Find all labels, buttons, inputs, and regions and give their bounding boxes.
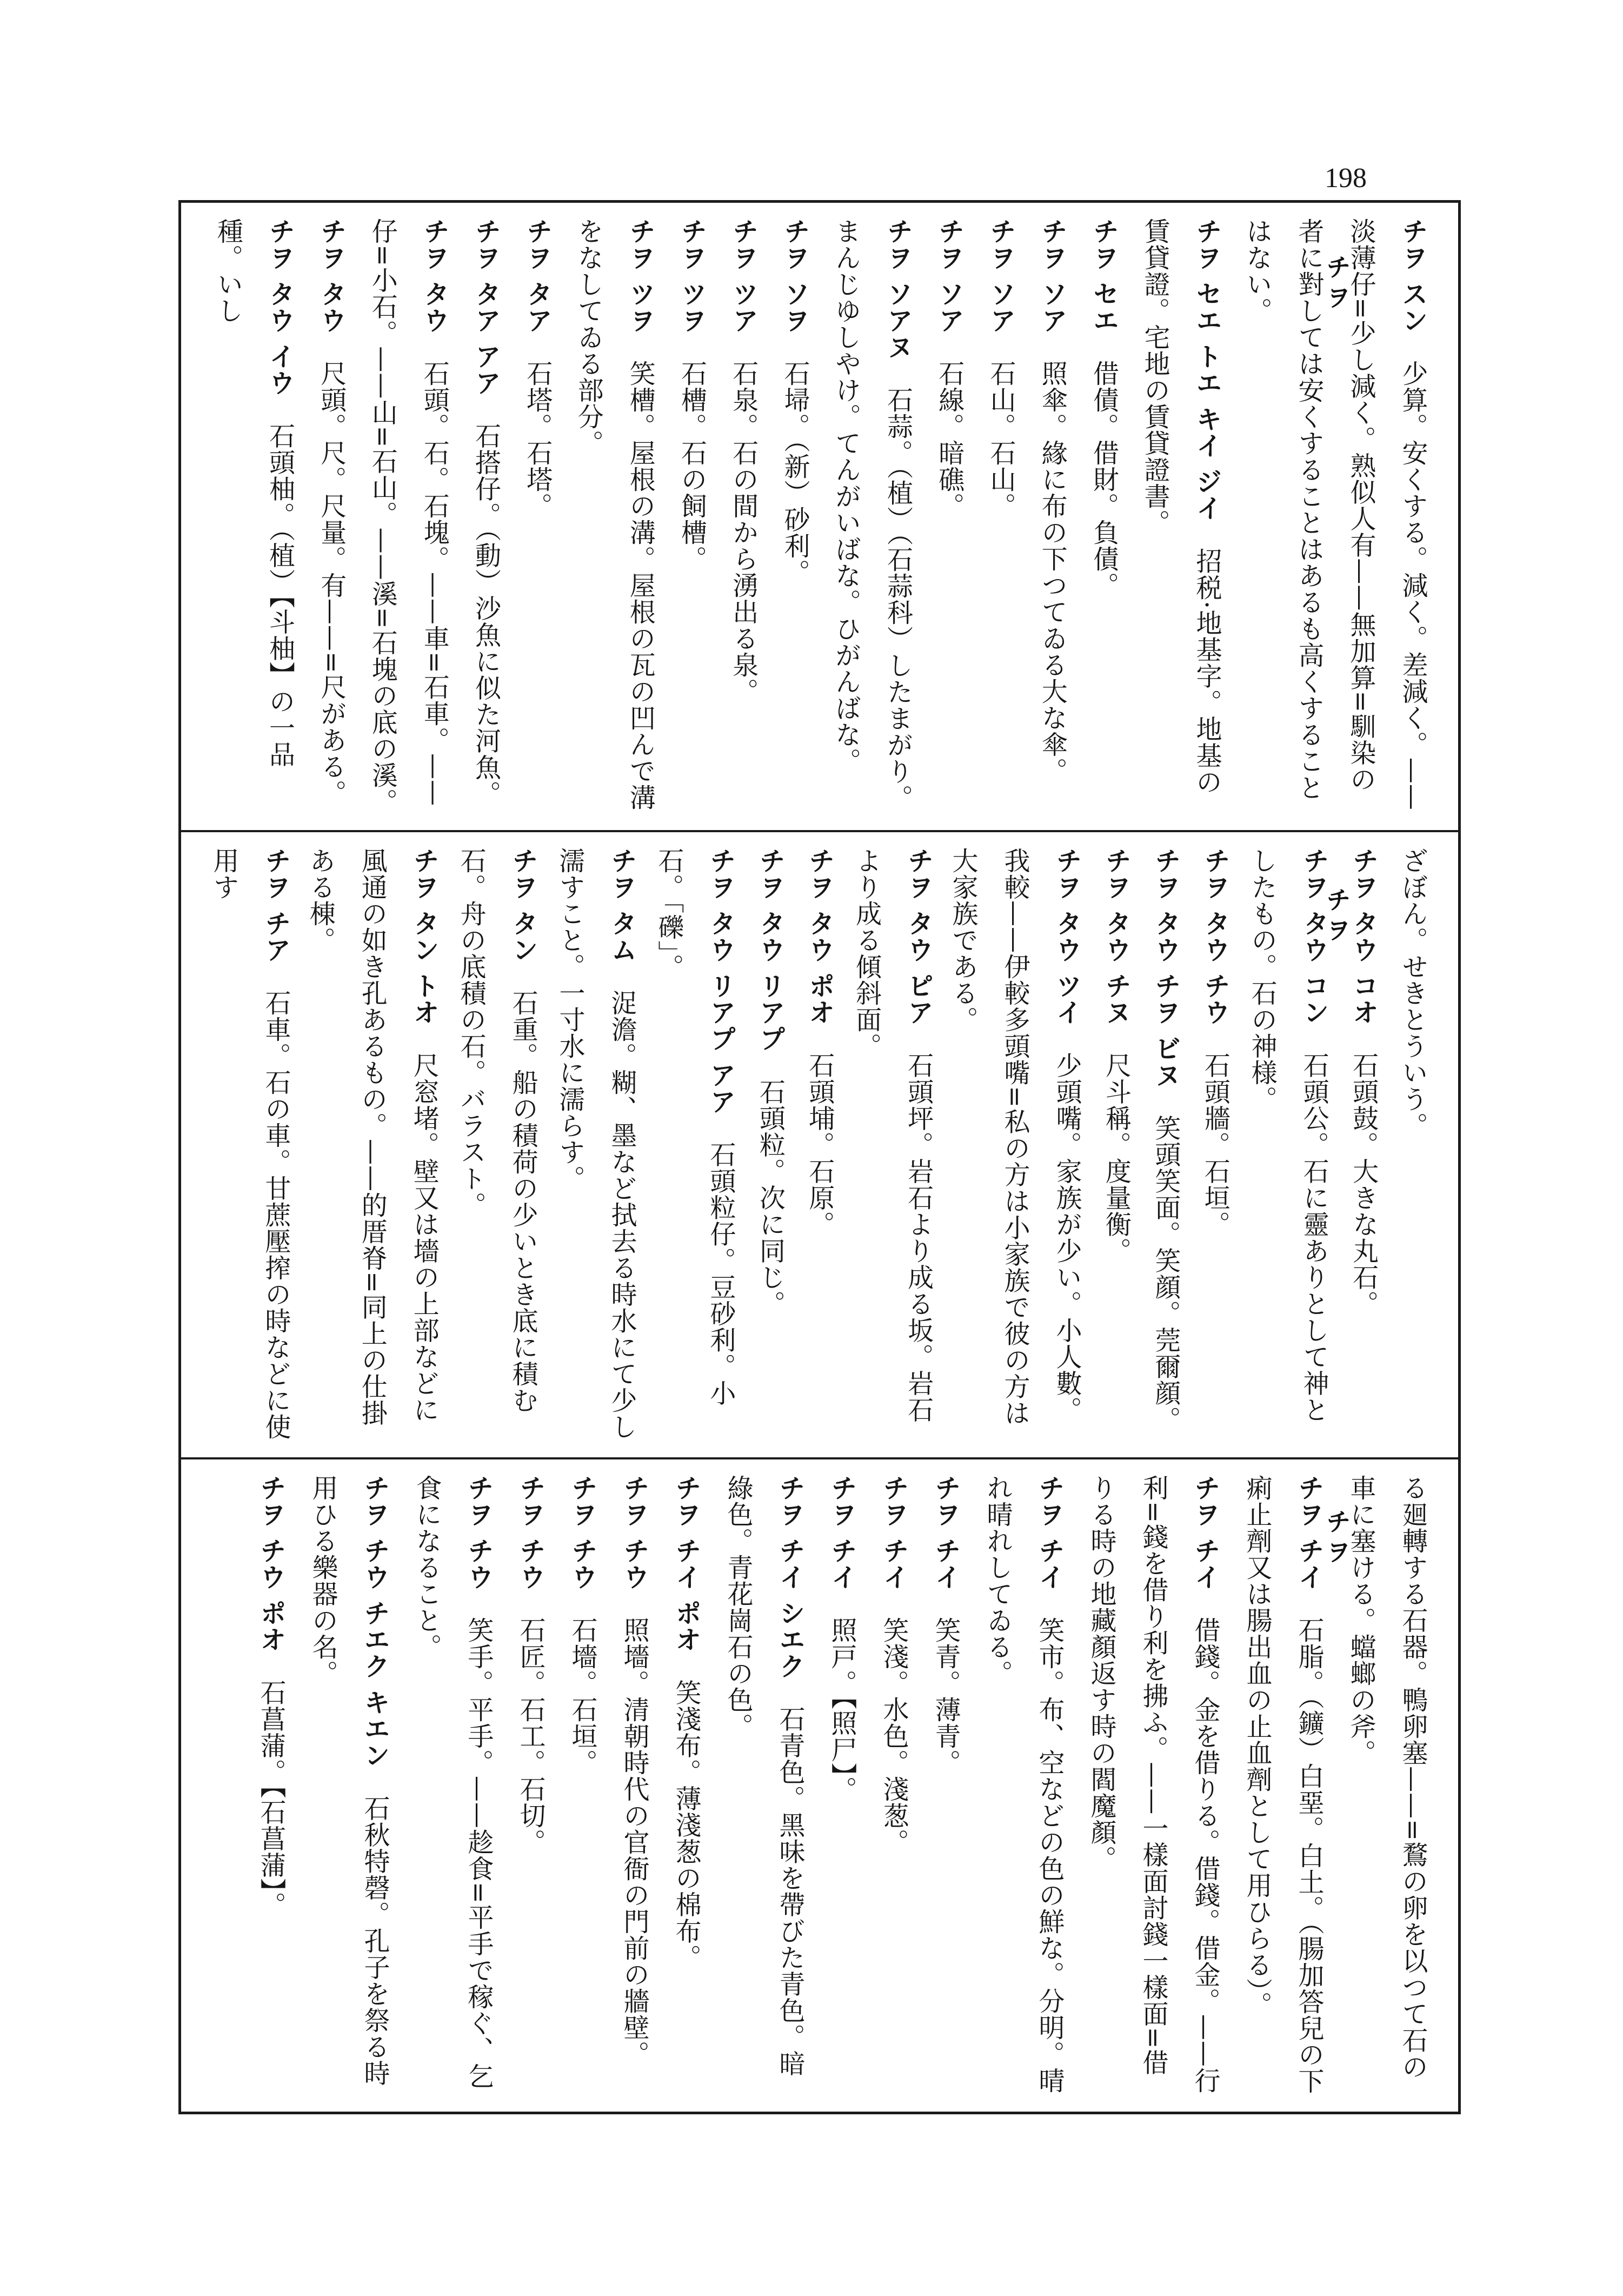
entry-reading: チヲ タウ コン xyxy=(1299,847,1329,1052)
entry-reading: チヲ タウ xyxy=(419,218,450,360)
dictionary-entry xyxy=(1389,847,1439,1442)
entry-definition: 少算。安くする。減く。差減く。——淡薄仔=少し減く。熟似人有——無加算=馴染の者に對しては安くすることはあるも高くすることはない。 xyxy=(1242,218,1428,811)
entry-definition: 石頭。石。石塊。——車=石車。——仔=小石。——山=石山。——溪=石塊の底の溪。 xyxy=(367,218,450,815)
dictionary-entry xyxy=(1093,847,1142,1442)
entry-reading: チヲ タウ xyxy=(316,218,347,360)
entry-definition: 照墻。清朝時代の官衙の門前の牆壁。 xyxy=(619,1616,649,2067)
entry-reading: チヲ ソア xyxy=(1037,218,1068,360)
dictionary-entry xyxy=(816,1475,868,2096)
dictionary-entry xyxy=(556,1475,608,2096)
entry-reading: チヲ チイ ポオ xyxy=(671,1475,701,1680)
entry-definition: 笑淺布。薄淺葱の棉布。 xyxy=(671,1679,701,1971)
dictionary-entry xyxy=(1233,218,1439,815)
dictionary-entry xyxy=(975,218,1027,815)
entry-columns-3 xyxy=(203,1475,1439,2096)
entry-columns-1 xyxy=(203,218,1439,815)
dictionary-entry xyxy=(712,1475,816,2096)
entry-reading: チヲ タン xyxy=(508,847,538,990)
section-2 xyxy=(181,830,1458,1457)
section-head-1: チヲ xyxy=(1322,254,1352,315)
entry-definition: 尺頭。尺。尺量。有——=尺がある。 xyxy=(316,360,347,806)
entry-reading: チヲ チア xyxy=(260,847,291,990)
entry-reading: チヲ ツア xyxy=(728,218,759,360)
entry-reading: チヲ ソアヌ xyxy=(882,218,913,387)
section-1 xyxy=(181,203,1458,830)
entry-definition: 笑青。薄青。 xyxy=(930,1616,961,1776)
entry-definition: 招税·地基字。地基の賃貸證。宅地の賃貸證書。 xyxy=(1140,218,1222,795)
entry-reading: チヲ タウ チウ xyxy=(1200,847,1230,1052)
section-head-3: チヲ xyxy=(1322,1509,1352,1569)
dictionary-entry xyxy=(1130,218,1233,815)
dictionary-entry xyxy=(1231,1475,1335,2096)
entry-reading: チヲ タウ リアプ アア xyxy=(705,847,736,1142)
dictionary-entry xyxy=(1075,1475,1231,2096)
entry-definition: 尺斗稱。度量衡。 xyxy=(1101,1052,1132,1264)
entry-definition: 石匠。石工。石切。 xyxy=(515,1616,546,1855)
entry-definition: 石脂。（鑛）白堊。白土。（腸加答兒の下痢止劑又は腸出血の止血劑として用ひらる）。 xyxy=(1242,1475,1324,2094)
entry-reading: チヲ チイ xyxy=(879,1475,909,1617)
entry-definition: ざぼん。せきとういう。 xyxy=(1398,847,1428,1139)
entry-reading: チヲ チウ xyxy=(567,1475,597,1617)
entry-definition: 石車。石の車。甘蔗壓搾の時などに使用す xyxy=(208,847,291,1440)
dictionary-entry xyxy=(1241,847,1340,1442)
dictionary-entry xyxy=(245,1475,297,2096)
dictionary-entry xyxy=(512,218,563,815)
entry-reading: チヲ チウ チエク キエン xyxy=(360,1475,390,1795)
entry-definition: 尺窓堵。壁又は墻の上部などに風通の如き孔あるもの。——的厝脊=同上の仕掛ある棟。 xyxy=(305,847,440,1426)
dictionary-entry xyxy=(1192,847,1241,1442)
entry-reading: チヲ スン xyxy=(1398,218,1428,360)
dictionary-entry xyxy=(747,847,796,1442)
entry-reading: チヲ チイ xyxy=(827,1475,857,1617)
entry-definition: 石頭粒仔。豆砂利。小石。「礫」。 xyxy=(653,847,736,1406)
dictionary-entry xyxy=(504,1475,556,2096)
dictionary-entry xyxy=(924,218,975,815)
entry-definition: 石搭仔。（動）沙魚に似た河魚。 xyxy=(470,422,501,807)
entry-reading: チヲ タウ チヲ ビヌ xyxy=(1150,847,1181,1115)
entry-reading: チヲ チイ シエク xyxy=(775,1475,805,1706)
entry-reading: チヲ ソヲ xyxy=(780,218,810,360)
dictionary-entry xyxy=(1340,847,1389,1442)
dictionary-entry xyxy=(608,1475,660,2096)
dictionary-entry xyxy=(1335,1475,1439,2096)
entry-reading: チヲ タン トオ xyxy=(409,847,440,1052)
dictionary-entry xyxy=(450,847,549,1442)
entry-definition: 石頭公。石に靈ありとして神としたもの。石の神様。 xyxy=(1247,847,1329,1423)
dictionary-entry xyxy=(796,847,845,1442)
entry-reading: チヲ チウ xyxy=(463,1475,494,1617)
page-number: 198 xyxy=(1325,163,1367,194)
entry-definition: 少頭嘴。家族が少い。小人數。我較——伊較多頭嘴=私の方は小家族で彼の方は大家族である。 xyxy=(947,847,1082,1426)
entry-definition: 石線。暗礁。 xyxy=(934,360,965,519)
entry-reading: チヲ セエ トエ キイ ジイ xyxy=(1192,218,1222,548)
entry-definition: 笑手。平手。——趁食=平手で稼ぐ、乞食になること。 xyxy=(411,1475,494,2089)
entry-definition: 石山。石山。 xyxy=(986,360,1016,519)
entry-definition: 石泉。石の間から湧出る泉。 xyxy=(728,360,759,705)
entry-definition: 石墻。石垣。 xyxy=(567,1616,597,1776)
dictionary-entry xyxy=(401,1475,504,2096)
entry-definition: 石埽。（新）砂利。 xyxy=(780,360,810,586)
dictionary-entry xyxy=(821,218,924,815)
entry-definition: る廻轉する石器。鴨卵塞——=鶩の卵を以つて石の車に塞ける。蟷螂の斧。 xyxy=(1346,1475,1428,2080)
entry-reading: チヲ タア アア xyxy=(470,218,501,423)
section-3 xyxy=(181,1457,1458,2112)
dictionary-entry xyxy=(357,218,461,815)
entry-definition: 笑頭笑面。笑顔。莞爾顔。 xyxy=(1150,1114,1181,1433)
entry-definition: 照戸。【照尸】。 xyxy=(827,1616,857,1803)
entry-reading: チヲ チウ ポオ xyxy=(256,1475,286,1680)
entry-definition: 石頭坪。岩石より成る坂。岩石より成る傾斜面。 xyxy=(851,847,934,1423)
entry-definition: 浞澹。糊、墨など拭去る時水にて少し濡すこと。一寸水に濡らす。 xyxy=(555,847,637,1440)
entry-reading: チヲ チイ xyxy=(930,1475,961,1617)
entry-definition: 石青色。黑味を帶びた青色。暗綠色。青花崗石の色。 xyxy=(723,1475,805,2077)
entry-reading: チヲ ソア xyxy=(934,218,965,360)
entry-reading: チヲ タウ イウ xyxy=(264,218,295,423)
entry-definition: 借債。借財。負債。 xyxy=(1088,360,1119,599)
entry-reading: チヲ タウ ピア xyxy=(903,847,934,1052)
entry-reading: チヲ セエ xyxy=(1088,218,1119,360)
entry-definition: 笑槽。屋根の溝。屋根の瓦の凹んで溝をなしてゐる部分。 xyxy=(573,218,656,811)
entry-reading: チヲ タウ ポオ xyxy=(804,847,835,1052)
entry-reading: チヲ チウ xyxy=(515,1475,546,1617)
dictionary-entry xyxy=(920,1475,972,2096)
entry-definition: 石頭柚。（植）【斗柚】の一品種。いし xyxy=(212,218,295,768)
dictionary-entry xyxy=(203,218,306,815)
dictionary-entry xyxy=(563,218,667,815)
entry-definition: 石蒜。（植）（石蒜科）したまがり。まんじゆしやけ。てんがいばな。ひがんばな。 xyxy=(830,218,913,811)
entry-reading: チヲ チイ xyxy=(1190,1475,1220,1617)
dictionary-entry xyxy=(302,847,450,1442)
dictionary-entry xyxy=(1078,218,1129,815)
dictionary-entry xyxy=(460,218,511,815)
entry-reading: チヲ タム xyxy=(607,847,637,990)
entry-definition: 石頭埔。石原。 xyxy=(804,1052,835,1238)
dictionary-entry xyxy=(297,1475,401,2096)
dictionary-entry xyxy=(666,218,717,815)
entry-reading: チヲ タウ チヌ xyxy=(1101,847,1132,1052)
entry-reading: チヲ タウ コオ xyxy=(1348,847,1379,1052)
entry-definition: 石頭鼓。大きな丸石。 xyxy=(1348,1052,1379,1317)
entry-reading: チヲ タウ リアプ xyxy=(755,847,786,1079)
entry-reading: チヲ ツヲ xyxy=(676,218,707,360)
entry-definition: 石菖蒲。【石菖蒲】。 xyxy=(256,1679,286,1919)
entry-reading: チヲ チイ xyxy=(1034,1475,1065,1617)
entry-reading: チヲ タウ ツイ xyxy=(1051,847,1082,1052)
entry-definition: 石頭牆。石垣。 xyxy=(1200,1052,1230,1238)
dictionary-entry xyxy=(648,847,747,1442)
entry-reading: チヲ チイ xyxy=(1294,1475,1324,1617)
dictionary-frame xyxy=(178,200,1461,2114)
entry-definition: 石槽。石の飼槽。 xyxy=(676,360,707,572)
entry-definition: 石塔。石塔。 xyxy=(522,360,553,519)
entry-reading: チヲ チウ xyxy=(619,1475,649,1617)
section-head-2: チヲ xyxy=(1322,887,1352,947)
dictionary-entry xyxy=(718,218,769,815)
entry-definition: 借錢。金を借りる。借錢。借金。——行利=錢を借り利を拂ふ。——一樣面討錢一樣面=借りる時の地藏顏返す時の閻魔顏。 xyxy=(1086,1475,1220,2094)
entry-definition: 石重。船の積荷の少いとき底に積む石。舟の底積の石。バラスト。 xyxy=(456,847,538,1414)
entry-columns-2 xyxy=(203,847,1439,1442)
dictionary-entry xyxy=(972,1475,1075,2096)
entry-definition: 石頭粒。次に同じ。 xyxy=(755,1078,786,1317)
dictionary-entry xyxy=(1142,847,1191,1442)
dictionary-entry xyxy=(549,847,648,1442)
entry-definition: 照傘。緣に布の下つてゐる大な傘。 xyxy=(1037,360,1068,784)
dictionary-entry xyxy=(769,218,821,815)
entry-reading: チヲ ソア xyxy=(986,218,1016,360)
dictionary-entry xyxy=(846,847,944,1442)
entry-definition: 石秋特磬。孔子を祭る時用ひる樂器の名。 xyxy=(308,1475,390,2087)
entry-reading: チヲ ツヲ xyxy=(625,218,656,360)
entry-definition: 笑市。布、空などの色の鮮な。分明。晴れ晴れしてゐる。 xyxy=(982,1475,1065,2094)
dictionary-entry xyxy=(868,1475,920,2096)
entry-reading: チヲ タア xyxy=(522,218,553,360)
entry-definition: 笑淺。水色。淺葱。 xyxy=(879,1616,909,1855)
dictionary-entry xyxy=(660,1475,712,2096)
dictionary-entry xyxy=(1027,218,1078,815)
dictionary-entry xyxy=(203,847,302,1442)
dictionary-entry xyxy=(944,847,1093,1442)
dictionary-entry xyxy=(306,218,357,815)
